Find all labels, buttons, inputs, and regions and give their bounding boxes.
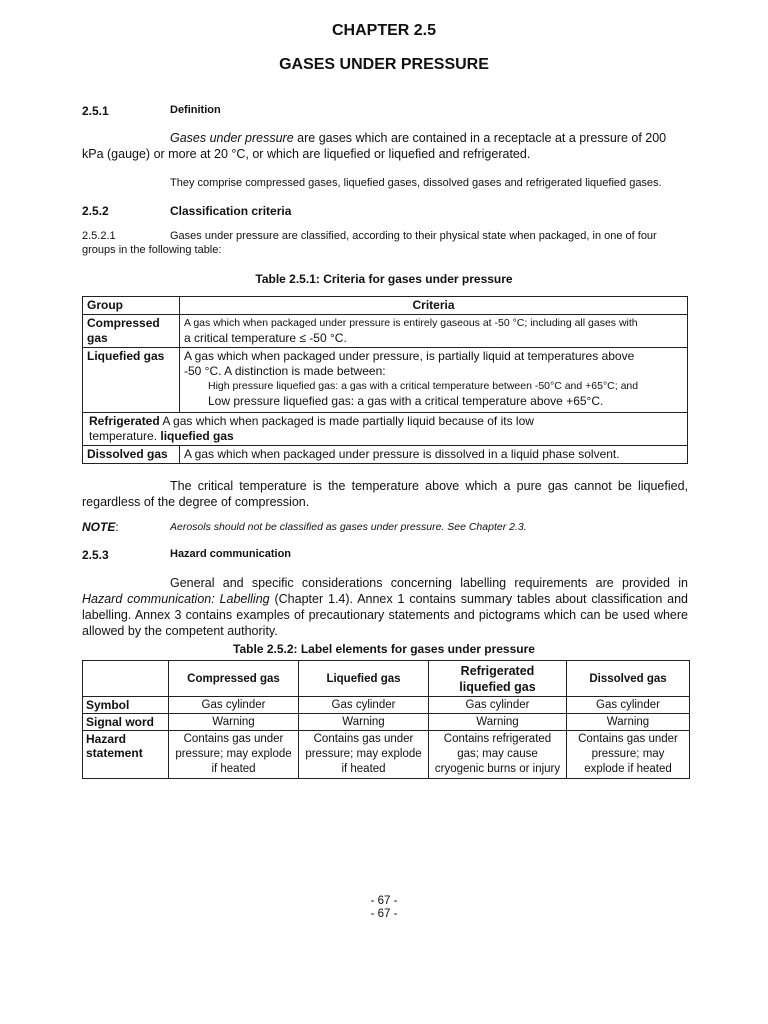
symbol-dissolved: Gas cylinder: [567, 697, 690, 714]
subsection-number-2-5-2-1: 2.5.2.1: [82, 230, 116, 242]
table-row: [83, 413, 688, 446]
hazard-communication-text-b: (Chapter 1.4). Annex 1 contains summary tables about classification and labelling. Annex 3 contains examples of precautionary statements and pictograms which can be used where allowed by the competent authority.: [82, 592, 688, 638]
row-signal-word: Signal word: [83, 714, 169, 731]
group-compressed: Compressed gas: [83, 315, 180, 348]
hazard-dissolved: Contains gas under pressure; may explode if heated: [567, 731, 690, 779]
group-refrigerated-b: liquefied gas: [157, 429, 234, 443]
table-row: [83, 714, 690, 731]
section-heading-classification: Classification criteria: [170, 204, 292, 218]
chapter-number: CHAPTER 2.5: [331, 22, 437, 39]
criteria-table: [82, 296, 688, 464]
signal-refrigerated: Warning: [429, 714, 567, 731]
table-row: [83, 661, 690, 697]
subsection-text-first: Gases under pressure are classified, according to their physical state when packaged, in one of four: [170, 230, 657, 242]
criteria-compressed: [180, 315, 688, 348]
hazard-communication-paragraph: [82, 575, 688, 639]
table-row: [83, 697, 690, 714]
subsection-text-rest: groups in the following table:: [82, 244, 222, 256]
section-heading-hazard-communication: Hazard communication: [170, 548, 292, 560]
section-heading-definition: Definition: [170, 104, 221, 116]
symbol-liquefied: Gas cylinder: [299, 697, 429, 714]
liquefied-high: High pressure liquefied gas: a gas with a critical temperature between -50°C and +65°C; and: [208, 380, 639, 392]
compressed-line2: a critical temperature ≤ -50 °C.: [184, 331, 347, 345]
definition-paragraph: [82, 130, 688, 162]
table-row: [83, 446, 688, 464]
page-number-duplicate: - 67 -: [370, 908, 398, 920]
compressed-line1: A gas which when packaged under pressure is entirely gaseous at -50 °C; including all gases with: [184, 317, 638, 329]
section-number-2-5-2: 2.5.2: [82, 204, 109, 218]
term-italic: Gases under pressure: [170, 131, 294, 145]
group-dissolved: Dissolved gas: [83, 446, 180, 464]
note-text: Aerosols should not be classified as gases under pressure. See Chapter 2.3.: [170, 521, 527, 533]
col-refrigerated-liquefied-gas: Refrigerated liquefied gas: [429, 661, 567, 697]
chapter-title: GASES UNDER PRESSURE: [279, 56, 489, 73]
header-group: Group: [83, 297, 180, 315]
table-row: [83, 315, 688, 348]
liquefied-line2: -50 °C. A distinction is made between:: [184, 364, 386, 378]
hazard-communication-italic: Hazard communication: Labelling: [82, 592, 270, 606]
note-label: NOTE: [82, 520, 116, 534]
row-hazard-statement: Hazard statement: [83, 731, 169, 779]
table-row: [83, 297, 688, 315]
group-liquefied: Liquefied gas: [83, 348, 180, 413]
page-number: - 67 -: [370, 895, 398, 907]
hazard-communication-text-a: General and specific considerations concerning labelling requirements are provided in: [170, 576, 688, 590]
section-number-2-5-1: 2.5.1: [82, 104, 109, 118]
label-elements-table: [82, 660, 690, 779]
note-colon: :: [115, 520, 119, 534]
critical-temperature-paragraph: The critical temperature is the temperature above which a pure gas cannot be liquefied, regardless of the degree of compression.: [82, 479, 688, 509]
table-row: [83, 348, 688, 413]
liquefied-low: Low pressure liquefied gas: a gas with a critical temperature above +65°C.: [208, 394, 604, 408]
signal-compressed: Warning: [169, 714, 299, 731]
definition-text: are gases which are contained in a receptacle at a pressure of 200 kPa (gauge) or more at 20 °C, or which are liquefied or liquefied and refrigerated.: [82, 131, 667, 161]
note-label-wrap: [82, 520, 119, 534]
symbol-refrigerated: Gas cylinder: [429, 697, 567, 714]
col-compressed-gas: Compressed gas: [169, 661, 299, 697]
table1-caption: Table 2.5.1: Criteria for gases under pressure: [255, 272, 513, 286]
liquefied-line1: A gas which when packaged under pressure, is partially liquid at temperatures above: [184, 349, 635, 363]
hazard-refrigerated: Contains refrigerated gas; may cause cryogenic burns or injury: [429, 731, 567, 779]
section-number-2-5-3: 2.5.3: [82, 548, 109, 562]
symbol-compressed: Gas cylinder: [169, 697, 299, 714]
hazard-liquefied: Contains gas under pressure; may explode if heated: [299, 731, 429, 779]
row-refrigerated: [83, 413, 688, 446]
comprise-paragraph: They comprise compressed gases, liquefied gases, dissolved gases and refrigerated liquefied gases.: [170, 177, 662, 189]
refrigerated-line2: temperature.: [89, 429, 158, 443]
criteria-liquefied: [180, 348, 688, 413]
table-row: [83, 731, 690, 779]
signal-dissolved: Warning: [567, 714, 690, 731]
col-dissolved-gas: Dissolved gas: [567, 661, 690, 697]
corner-cell: [83, 661, 169, 697]
table2-caption: Table 2.5.2: Label elements for gases under pressure: [233, 642, 535, 656]
header-criteria: Criteria: [180, 297, 688, 315]
col-liquefied-gas: Liquefied gas: [299, 661, 429, 697]
row-symbol: Symbol: [83, 697, 169, 714]
signal-liquefied: Warning: [299, 714, 429, 731]
hazard-compressed: Contains gas under pressure; may explode if heated: [169, 731, 299, 779]
criteria-dissolved: A gas which when packaged under pressure is dissolved in a liquid phase solvent.: [180, 446, 688, 464]
group-refrigerated-a: Refrigerated: [89, 414, 160, 428]
refrigerated-line1: A gas which when packaged is made partially liquid because of its low: [159, 414, 534, 428]
